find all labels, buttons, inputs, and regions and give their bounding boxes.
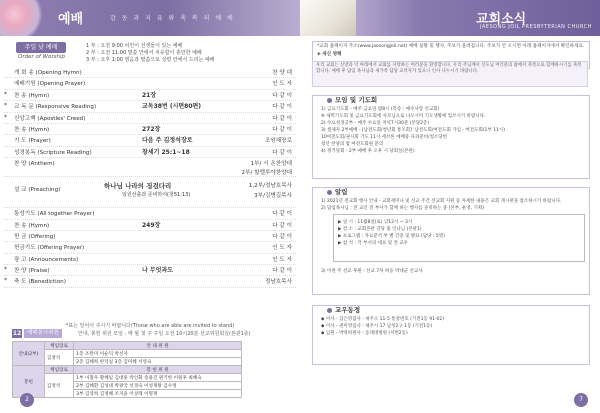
row-leader: 다 같 이 — [272, 126, 292, 133]
table-cell: 봉 헌 위 원 — [74, 366, 242, 374]
row-label: 예배기원 (Opening Prayer) — [14, 81, 86, 88]
table-cell: 김정석 — [44, 374, 73, 398]
section-lines — [321, 106, 505, 155]
box-lines — [338, 219, 445, 247]
row-leader: 다 같 이 — [272, 211, 292, 218]
section-lines — [321, 316, 444, 337]
table-row — [13, 374, 242, 382]
row-leader: 다 같 이 — [272, 92, 292, 99]
table-cell: 3부 김영희 김정혜 조지윤 이상래 이명재 — [74, 390, 242, 398]
order-row — [4, 78, 296, 89]
row-label: 통성기도 (All together Prayer) — [14, 211, 95, 218]
stand-footnote: *표는 일어서 주시기 바랍니다(Those who are able are invited to stand) — [65, 323, 235, 329]
event-box — [333, 214, 585, 262]
table-cell: 책임장로 — [44, 366, 73, 374]
row-label: 찬 송 (Hymn) — [14, 126, 50, 133]
row-leader: 다 같 이 — [272, 233, 292, 240]
box-line: ▶ 일 시 : 11월8일(토) 낮12시 ~ 3시 — [338, 220, 413, 225]
row-leader: 인 도 자 — [272, 256, 292, 263]
row-leader: 조원해장로 — [264, 138, 292, 145]
preacher-2: 3부/김병길목사 — [254, 193, 292, 200]
section-line: ◆ 이사 - 권미영집사 : 제주시 17 남성2구 1동 (기전1동) — [321, 324, 433, 329]
row-label: 개 회 송 (Opening Hymn) — [14, 70, 82, 76]
right-page — [300, 0, 600, 413]
order-en: Order of Worship — [18, 54, 65, 60]
row-leader: 정남호목사 — [264, 279, 292, 286]
sermon-reference: 임원선출과 준비하여(창51:13) — [122, 192, 191, 199]
bullet-icon — [327, 190, 332, 195]
bullet-icon — [327, 98, 332, 103]
section-number: 12 — [12, 330, 22, 337]
row-label: 교 독 문 (Responsive Reading) — [14, 104, 97, 111]
row-leader: 다 같 이 — [272, 104, 292, 111]
bullet-icon — [327, 308, 332, 313]
order-row — [4, 135, 296, 146]
row-label: 찬 송 (Hymn) — [14, 222, 50, 229]
order-row — [4, 208, 296, 219]
row-label: 찬 송 (Hymn) — [14, 92, 50, 99]
table-cell: 봉헌 — [13, 366, 45, 398]
box-line: ▶ 프로그램 : 자료분석 부 별 간증 및 발표 (담당 : 5명) — [338, 234, 445, 239]
sermon-row — [4, 177, 296, 208]
table-cell: 안내(2부) — [13, 342, 45, 366]
order-row — [4, 113, 296, 124]
service-time: 1 부 : 오전 9:00 어린이 선생들이 있는 예배 — [86, 43, 183, 49]
order-row — [4, 147, 296, 158]
row-content: 21장 — [142, 91, 157, 99]
news-banner — [300, 0, 600, 36]
preacher-1: 1,2부/정남호목사 — [248, 183, 292, 190]
row-label: 헌 금 (Offering) — [14, 233, 56, 240]
table-row — [13, 366, 242, 374]
duty-note: 안내, 봉헌 위원 모임 : 매 월 첫 주 주일 오전 10시20분 선교위원회실(본관1층) — [78, 331, 251, 337]
section-line: 2) 담임목사님 : 전 교인 전 부서가 함께 하는 행사를 준비하는 중 (본부, 운영, 기획) — [321, 206, 484, 211]
banner-title: 교회소식 — [476, 12, 527, 27]
row-leader: 다 같 이 — [272, 268, 292, 275]
sermon-title: 하나님 나라의 징검다리 — [104, 182, 172, 191]
stand-mark: * — [4, 266, 7, 274]
flower-image — [0, 0, 48, 36]
section-title — [327, 305, 360, 314]
table-row — [13, 350, 242, 358]
row-label: 설 교 (Preaching) — [14, 187, 61, 194]
row-label: 기 도 (Prayer) — [14, 138, 51, 145]
anthem-choir-2: 2부/ 할렐루야찬양대 — [241, 170, 292, 177]
order-row — [4, 67, 296, 78]
table-cell: 1부 이철우 황혜일 김대홍 박인화 송용진 원기한 이원후 최혜숙 — [74, 374, 242, 382]
row-content: 나 무엇과도 — [142, 267, 174, 275]
row-label: 축 도 (Benediction) — [14, 279, 66, 286]
row-label: 성경봉독 (Scripture Reading) — [14, 149, 92, 156]
section-title-text: 알림 — [335, 188, 348, 196]
table-cell: 2층 김혜희 한덕실 3층 김미혜 서영숙 — [74, 358, 242, 366]
table-cell: 안 내 위 원 — [74, 342, 242, 350]
section-title-text: 교우동정 — [335, 306, 361, 314]
section-line: 청년 찬양의 밤 여전도회원 문의 — [321, 142, 384, 147]
newcomer-intro: 우리 교회는 신앙과 덕 아래에서 교회를 사랑하는 여러분을 환영합니다. 우리 주님께서 신도님 여러분의 삶에서 축복으로 함께하시기를 축복합니다. 예배 후 담임 목사님과 새가족 담당 교역자가 있으니 인사 나누시기 바랍니다. — [312, 61, 588, 87]
anthem-row — [4, 158, 296, 177]
order-row — [4, 276, 296, 287]
row-leader: 다 같 이 — [272, 149, 292, 156]
notice-line: ◈ 새신 영해 — [317, 52, 342, 57]
table-cell: 1층 조완미 이순덕 박선자 — [74, 350, 242, 358]
stand-mark: * — [4, 102, 7, 110]
row-label: 광 고 (Announcements) — [14, 256, 79, 263]
order-label: 주일 낮 예배 — [16, 42, 66, 53]
section-title-text: 모임 및 기도회 — [335, 96, 378, 104]
section-lines — [321, 198, 561, 212]
row-label: 찬 양 (Anthem) — [14, 161, 55, 168]
row-leader: 찬 양 대 — [272, 70, 292, 76]
section-line: ※ 새벽기도회 및 금요기도회에 사모님으로 나오시어 기도생활에 힘쓰시기 바랍니다. — [321, 114, 486, 119]
row-leader: 인 도 자 — [272, 245, 292, 252]
order-row — [4, 254, 296, 265]
page-number: 7 — [574, 393, 588, 407]
banner-subtitle: JAESONG JOIL PRESBYTERIAN CHURCH — [480, 24, 592, 30]
table-cell: 2부 김혜환 김성대 박광국 선경숙 이성재왕 김수정 — [74, 382, 242, 390]
row-label: 찬 양 (Praise) — [14, 268, 50, 275]
duty-title: 예배봉사위원 — [24, 329, 62, 338]
section-title — [327, 95, 377, 104]
row-label: 헌금기도 (Offering Prayer) — [14, 245, 85, 252]
row-content: 창세기 25:1~18 — [142, 148, 190, 156]
order-rows — [4, 67, 296, 288]
order-row — [4, 265, 296, 276]
worship-banner — [0, 0, 300, 36]
service-time: 2 부 : 오전 11:00 말씀 안에서 치유함이 충만한 예배 — [86, 50, 202, 56]
meetings-section — [312, 95, 590, 179]
order-row — [4, 231, 296, 242]
row-leader: 다 같 이 — [272, 222, 292, 229]
row-content: 249장 — [142, 221, 161, 229]
section-line: 2) 수요성경공부 - 매주 수요일 저녁7시30분 (본당2층) — [321, 121, 430, 126]
section-line: 1) 금요기도회 - 매주 금요일 밤8시 (특송 : 예수사랑 선교회) — [321, 107, 440, 112]
stand-mark: * — [4, 113, 7, 121]
members-section — [312, 305, 590, 365]
banner-subtitle: 감 동 과 지 유 와 축 복 의 예 배 — [110, 15, 235, 22]
row-leader: 인 도 자 — [272, 81, 292, 88]
banner-title: 예배 — [58, 12, 84, 27]
row-leader: 다 같 이 — [272, 115, 292, 122]
section-line: 3) 셀제자 2부예배 - [남전도회/청년회 통조회] '남전도회/여전도회 가입 - 여전도회(1부 11시) — [321, 128, 506, 133]
duty-table — [12, 341, 242, 398]
section-title — [327, 187, 348, 196]
order-row — [4, 90, 296, 101]
service-time: 3 부 : 오후 1:00 영음과 말씀으로 성령 안에서 드리는 예배 — [86, 57, 215, 63]
table-row — [13, 342, 242, 350]
anthem-choir-1: 1부/ 시 온찬양대 — [250, 161, 292, 168]
row-content: 다음 주 김정석장로 — [142, 137, 193, 145]
order-row — [4, 220, 296, 231]
table-cell: 책임장로 — [44, 342, 73, 350]
page-number: 2 — [20, 393, 34, 407]
stand-mark: * — [4, 90, 7, 98]
stand-mark: * — [4, 277, 7, 285]
section-line: 4) 정기당회 - 2부 예배 후 오후 시 당회실(본관) — [321, 149, 415, 154]
row-content: 272장 — [142, 125, 161, 133]
section-line: ◆ 입원 - 박영희권사 : 동래대병원 (서면2동) — [321, 331, 408, 336]
box-line: ▶ 참 석 : 각 부서의 대표 및 전 교우 — [338, 241, 409, 246]
box-line: ▶ 장 소 : 교회본관 강당 및 언나님 (본관1) — [338, 227, 422, 232]
table-cell: 김정석 — [44, 350, 73, 366]
order-row — [4, 124, 296, 135]
row-label: 신앙고백 (Apostles' Creed) — [14, 115, 86, 122]
notice-line: *교회 홈페이지 주소(www.jaesongjoil.net) 예배 실황 및 행사, 주보가 올려집니다. 주보가 안 오시면 아래 홈페이지에서 확인하세요. — [317, 44, 585, 49]
service-times — [86, 43, 215, 64]
row-content: 교독38번 (시편80편) — [142, 103, 202, 111]
section-line: ◆ 이사 - 김은영집사 : 새주소 11-5 통장번호 (기전1동 91-02) — [321, 317, 445, 322]
announcement-section — [312, 187, 590, 295]
section-line: 3) 이번 주 선교 후원 : 선교 7차 하동 박대균 선교사 — [321, 269, 423, 274]
order-row — [4, 101, 296, 112]
book-image — [300, 0, 356, 36]
section-line: 1) 2021년 전교회 행사 안내 - 교회세미나 및 선교 주간 선교회 지원 등 자세한 내용은 교회 게시판을 참조하시기 바랍니다. — [321, 199, 562, 204]
duty-header — [12, 329, 298, 338]
section-line: 10여전도회/권사회 기도 11시 세브론 예배중 다과준비/청소당번 — [321, 135, 447, 140]
order-row — [4, 242, 296, 253]
